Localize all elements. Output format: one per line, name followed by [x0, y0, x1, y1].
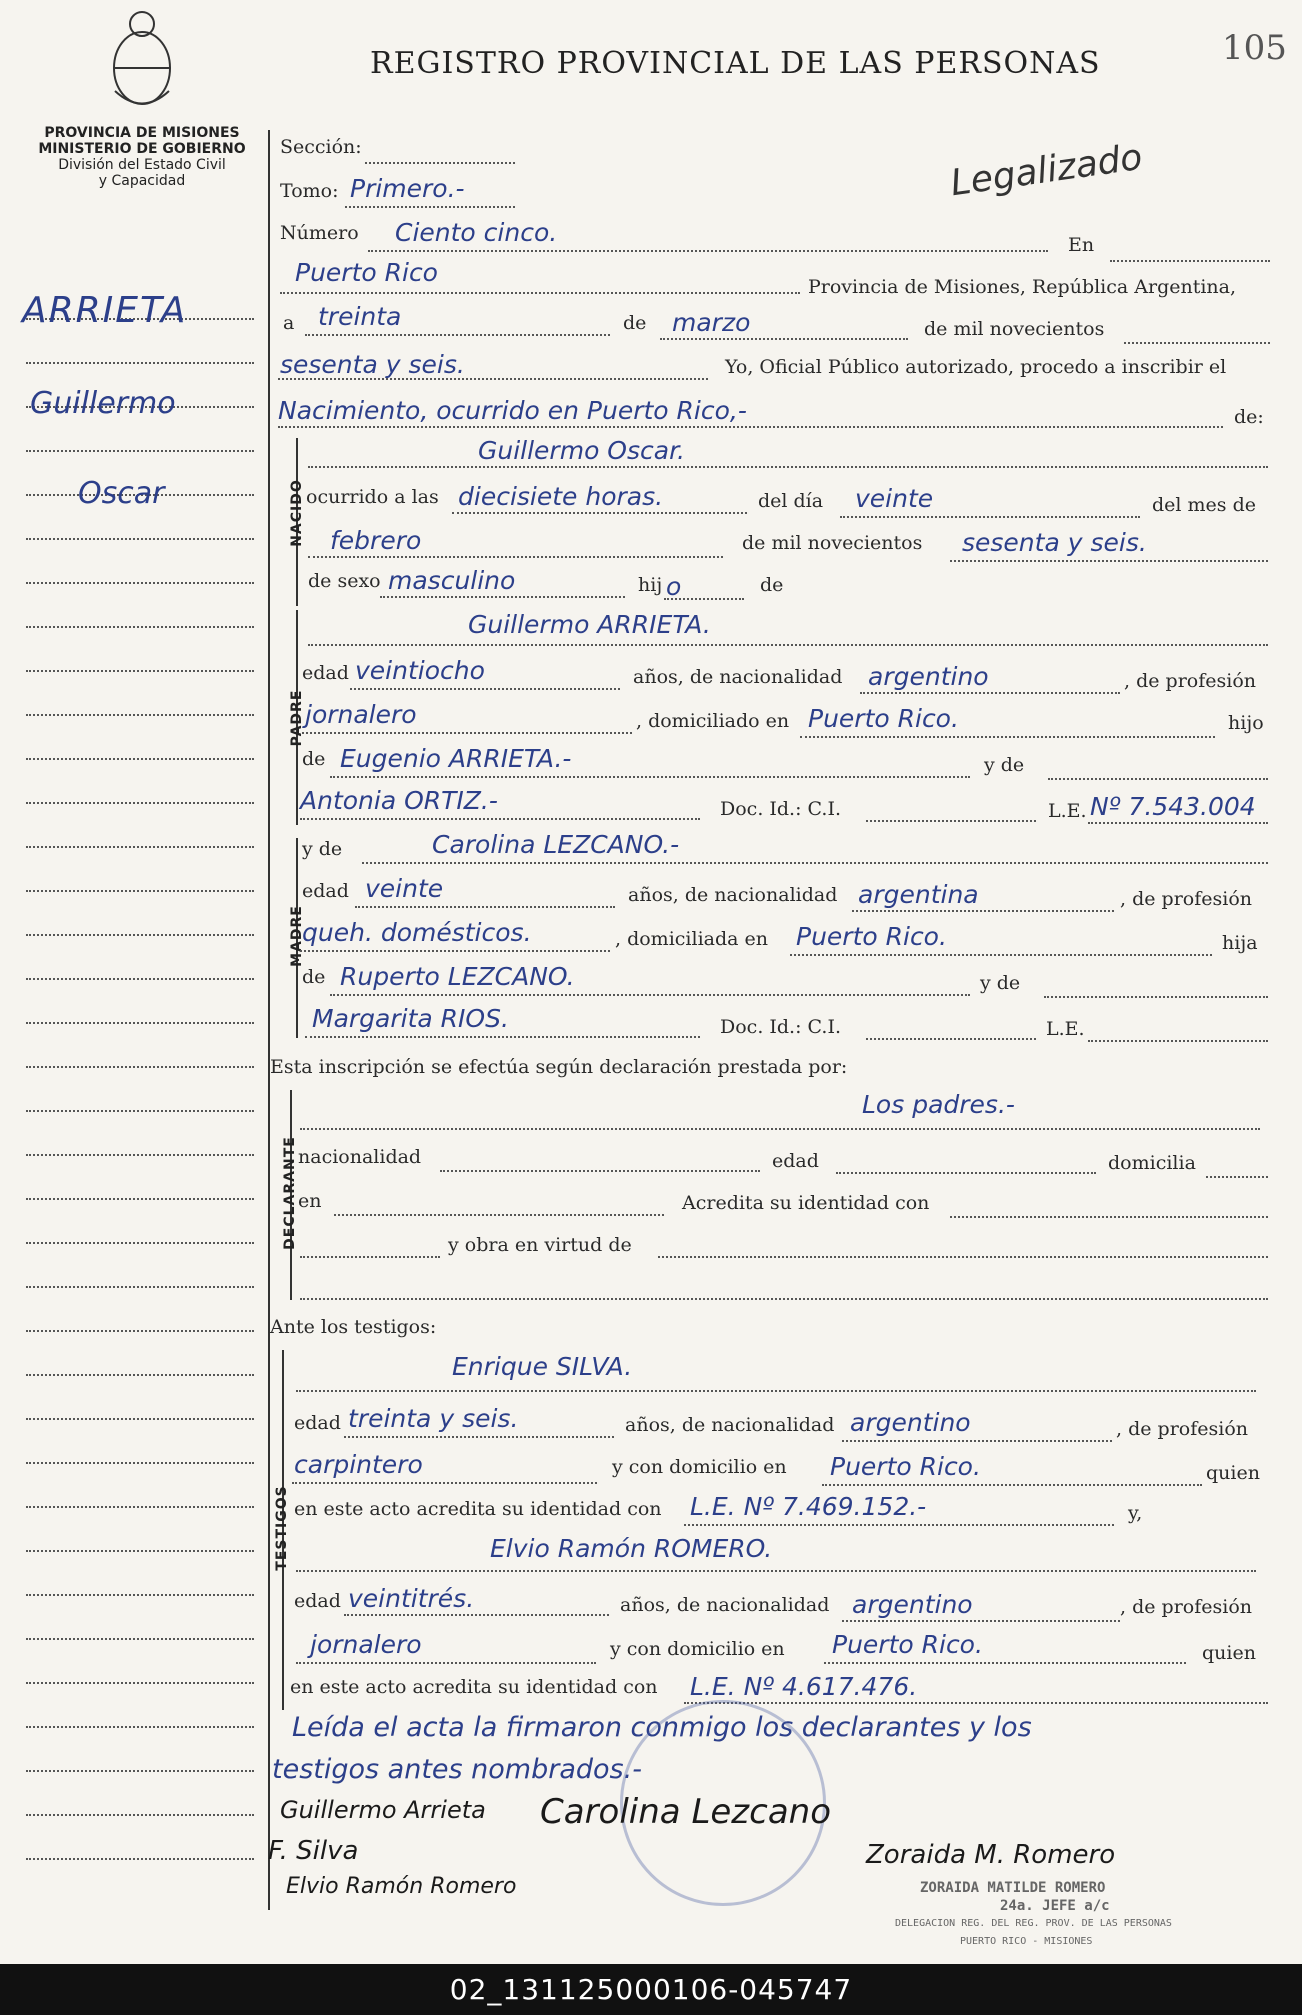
madre-y-de-line	[1044, 996, 1268, 998]
sidebar-line	[26, 802, 254, 804]
sidebar-line	[26, 362, 254, 364]
value-padre-padre: Eugenio ARRIETA.-	[340, 744, 572, 773]
value-padre-nac: argentino	[868, 662, 989, 691]
stamp-officer-name: ZORAIDA MATILDE ROMERO	[920, 1880, 1106, 1896]
label-t2-profesion: , de profesión	[1120, 1596, 1252, 1618]
label-padre-de: de	[302, 748, 326, 770]
de-mil-line	[1124, 342, 1270, 344]
sidebar-line	[26, 450, 254, 452]
sidebar-divider	[268, 130, 270, 1910]
lugar-line	[280, 292, 800, 294]
padre-y-de-line	[1048, 778, 1268, 780]
dia-nac-line	[840, 516, 1140, 518]
label-hij: hij	[638, 574, 663, 596]
label-t1-en-este-acto: en este acto acredita su identidad con	[294, 1498, 662, 1520]
value-testigo2-doc: L.E. Nº 4.617.476.	[690, 1672, 918, 1701]
label-yo-oficial: Yo, Oficial Público autorizado, procedo a inscribir el	[725, 356, 1227, 378]
value-madre-padre: Ruperto LEZCANO.	[340, 962, 575, 991]
file-id: 02_131125000106-045747	[449, 1973, 853, 2006]
signature-father: Guillermo Arrieta	[280, 1796, 486, 1824]
label-de-sexo: de sexo	[308, 570, 381, 592]
sidebar-line	[26, 1726, 254, 1728]
sidebar-line	[26, 1858, 254, 1860]
value-madre-edad: veinte	[365, 874, 444, 903]
decl-acredita-line	[950, 1216, 1268, 1218]
decl-dom-line	[1206, 1176, 1268, 1178]
madre-prof-line	[300, 950, 610, 952]
section-label-declarante: DECLARANTE	[282, 1136, 298, 1250]
top-signature: Legalizado	[948, 136, 1145, 205]
sidebar-line	[26, 1550, 254, 1552]
value-madre-dom: Puerto Rico.	[796, 922, 947, 951]
label-de: de	[623, 312, 647, 334]
label-de-mil-novecientos: de mil novecientos	[924, 318, 1105, 340]
label-domicilia: domicilia	[1108, 1152, 1196, 1174]
t1-prof-line	[292, 1482, 597, 1484]
madre-ci-line	[866, 1038, 1036, 1040]
issuer-province: PROVINCIA DE MISIONES	[44, 125, 240, 141]
value-lugar: Puerto Rico	[295, 258, 438, 287]
label-numero: Número	[280, 222, 359, 244]
padre-le-line	[1088, 822, 1268, 824]
padre-padre-line	[330, 776, 970, 778]
label-en: En	[1068, 234, 1095, 256]
sidebar-line	[26, 978, 254, 980]
value-testigo2-prof: jornalero	[310, 1630, 422, 1659]
hora-line	[452, 512, 747, 514]
signature-mother: Carolina Lezcano	[540, 1792, 832, 1832]
label-t1-domicilio: y con domicilio en	[612, 1456, 787, 1478]
value-testigo1-nac: argentino	[850, 1408, 971, 1437]
value-declarante: Los padres.-	[862, 1090, 1015, 1119]
value-numero: Ciento cinco.	[395, 218, 558, 247]
value-padre-madre: Antonia ORTIZ.-	[300, 786, 498, 815]
nombre-line	[308, 466, 1268, 468]
label-t2-en-este-acto: en este acto acredita su identidad con	[290, 1676, 658, 1698]
closing-line-2: testigos antes nombrados.-	[272, 1754, 642, 1785]
section-label-nacido: NACIDO	[289, 479, 305, 547]
sidebar-line	[26, 1814, 254, 1816]
sidebar-line	[26, 1638, 254, 1640]
sidebar-line	[26, 758, 254, 760]
value-testigo2-nac: argentino	[852, 1590, 973, 1619]
label-del-dia: del día	[758, 490, 824, 512]
page-number: 105	[1222, 28, 1287, 68]
value-dia: treinta	[318, 302, 402, 331]
madre-nombre-line	[362, 862, 1268, 864]
acto-line	[278, 426, 1223, 428]
sidebar-first-name: Guillermo	[30, 386, 176, 421]
sidebar-line	[26, 1198, 254, 1200]
madre-madre-line	[305, 1036, 700, 1038]
declarante-line	[300, 1128, 1260, 1130]
issuer-ministry: MINISTERIO DE GOBIERNO	[38, 141, 246, 157]
label-padre-le: L.E.	[1048, 800, 1087, 822]
sidebar-line	[26, 1594, 254, 1596]
t1-nac-line	[842, 1440, 1112, 1442]
value-madre-nombre: Carolina LEZCANO.-	[432, 830, 680, 859]
t2-doc-line	[684, 1702, 1268, 1704]
padre-prof-line	[302, 732, 632, 734]
value-anio: sesenta y seis.	[280, 350, 465, 379]
tomo-line	[345, 206, 515, 208]
label-y-obra: y obra en virtud de	[448, 1234, 632, 1256]
issuer-block	[22, 125, 262, 189]
sidebar-line	[26, 1462, 254, 1464]
value-hora: diecisiete horas.	[458, 482, 664, 511]
label-seccion: Sección:	[280, 136, 362, 158]
label-del-mes: del mes de	[1152, 494, 1256, 516]
value-mes: marzo	[672, 308, 751, 337]
padre-madre-line	[300, 818, 700, 820]
stamp-office: DELEGACION REG. DEL REG. PROV. DE LAS PERSONAS	[895, 1918, 1172, 1929]
label-madre-profesion: , de profesión	[1120, 888, 1252, 910]
value-tomo: Primero.-	[350, 174, 465, 203]
label-madre-de: de	[302, 966, 326, 988]
coat-of-arms-icon	[105, 6, 180, 116]
testigo2-nombre-line	[296, 1570, 1256, 1572]
madre-le-line	[1088, 1040, 1268, 1042]
sidebar-line	[26, 1154, 254, 1156]
t2-edad-line	[344, 1614, 609, 1616]
value-padre-edad: veintiocho	[355, 656, 485, 685]
label-t2-quien: quien	[1202, 1642, 1256, 1664]
value-padre-nombre: Guillermo ARRIETA.	[468, 610, 711, 639]
label-madre-edad: edad	[302, 880, 349, 902]
sidebar-surname: ARRIETA	[22, 290, 188, 331]
value-testigo1-nombre: Enrique SILVA.	[452, 1352, 633, 1381]
label-ante-testigos: Ante los testigos:	[270, 1316, 437, 1338]
stamp-location: PUERTO RICO - MISIONES	[960, 1936, 1093, 1947]
dia-line	[305, 334, 610, 336]
label-de-colon: de:	[1234, 406, 1264, 428]
sidebar-line	[26, 846, 254, 848]
label-padre-profesion: , de profesión	[1124, 670, 1256, 692]
mes-nac-line	[308, 556, 723, 558]
label-acredita: Acredita su identidad con	[682, 1192, 930, 1214]
section-label-testigos: TESTIGOS	[274, 1485, 290, 1571]
label-a: a	[283, 312, 295, 334]
t1-doc-line	[684, 1524, 1114, 1526]
value-padre-dom: Puerto Rico.	[808, 704, 959, 733]
sidebar-line	[26, 1506, 254, 1508]
sidebar-second-name: Oscar	[78, 476, 165, 511]
value-padre-prof: jornalero	[305, 700, 417, 729]
sidebar-line	[26, 1418, 254, 1420]
value-acto: Nacimiento, ocurrido en Puerto Rico,-	[278, 396, 747, 425]
signature-officer: Zoraida M. Romero	[866, 1840, 1116, 1870]
value-dia-nac: veinte	[855, 484, 934, 513]
madre-dom-line	[790, 954, 1212, 956]
stamp-officer-role: 24a. JEFE a/c	[1000, 1898, 1110, 1914]
label-nacionalidad: nacionalidad	[298, 1146, 422, 1168]
value-testigo2-edad: veintitrés.	[348, 1584, 475, 1613]
sidebar-line	[26, 1022, 254, 1024]
sidebar-line	[26, 1286, 254, 1288]
value-testigo2-nombre: Elvio Ramón ROMERO.	[490, 1534, 773, 1563]
t2-prof-line	[296, 1662, 596, 1664]
numero-line	[368, 250, 1048, 252]
decl-edad-line	[836, 1172, 1096, 1174]
label-padre-doc-id: Doc. Id.: C.I.	[720, 798, 841, 820]
value-madre-madre: Margarita RIOS.	[312, 1004, 509, 1033]
hij-line	[664, 598, 744, 600]
label-padre-y-de: y de	[984, 754, 1025, 776]
sexo-line	[380, 596, 625, 598]
label-t2-edad: edad	[294, 1590, 341, 1612]
decl-nac-line	[440, 1170, 760, 1172]
madre-padre-line	[330, 994, 970, 996]
label-decl-edad: edad	[772, 1150, 819, 1172]
label-t1-edad: edad	[294, 1412, 341, 1434]
signature-witness-2: Elvio Ramón Romero	[286, 1874, 517, 1899]
padre-edad-line	[350, 688, 620, 690]
testigo1-nombre-line	[296, 1390, 1256, 1392]
label-provincia: Provincia de Misiones, República Argentina,	[808, 276, 1237, 298]
label-t1-anos-nac: años, de nacionalidad	[625, 1414, 835, 1436]
label-de-padres: de	[760, 574, 784, 596]
value-testigo1-prof: carpintero	[294, 1450, 423, 1479]
signature-witness-1: F. Silva	[268, 1836, 359, 1866]
anio-nac-line	[950, 560, 1268, 562]
label-t1-quien: quien	[1206, 1462, 1260, 1484]
label-hijo: hijo	[1228, 712, 1264, 734]
decl-obra-line	[658, 1256, 1268, 1258]
value-testigo2-dom: Puerto Rico.	[832, 1630, 983, 1659]
sidebar-line	[26, 582, 254, 584]
label-madre-doc-id: Doc. Id.: C.I.	[720, 1016, 841, 1038]
closing-line-1: Leída el acta la firmaron conmigo los declarantes y los	[292, 1712, 1032, 1743]
t2-nac-line	[842, 1620, 1120, 1622]
sidebar-line	[26, 670, 254, 672]
mes-line	[660, 338, 908, 340]
sidebar-line	[26, 1770, 254, 1772]
file-id-bar	[0, 1964, 1302, 2015]
label-hija: hija	[1222, 932, 1258, 954]
value-testigo1-edad: treinta y seis.	[348, 1404, 519, 1433]
seccion-line	[365, 162, 515, 164]
label-tomo: Tomo:	[280, 180, 339, 202]
sidebar-line	[26, 890, 254, 892]
madre-edad-line	[355, 906, 615, 908]
sidebar-line	[26, 714, 254, 716]
anio-line	[278, 378, 708, 380]
label-t2-anos-nac: años, de nacionalidad	[620, 1594, 830, 1616]
label-padre-anos-nac: años, de nacionalidad	[633, 666, 843, 688]
padre-nombre-line	[308, 644, 1268, 646]
label-madre-le: L.E.	[1046, 1018, 1085, 1040]
document-title: REGISTRO PROVINCIAL DE LAS PERSONAS	[370, 46, 1101, 81]
padre-ci-line	[866, 820, 1036, 822]
value-mes-nac: febrero	[330, 526, 422, 555]
value-madre-nac: argentina	[858, 880, 979, 909]
padre-nac-line	[860, 692, 1120, 694]
label-t1-y: y,	[1128, 1502, 1143, 1524]
label-decl-en: en	[298, 1190, 322, 1212]
value-padre-le: Nº 7.543.004	[1090, 792, 1256, 821]
label-domiciliado: , domiciliado en	[636, 710, 790, 732]
en-line	[1110, 260, 1270, 262]
decl-line-a	[300, 1256, 440, 1258]
value-anio-nac: sesenta y seis.	[962, 528, 1147, 557]
value-testigo1-doc: L.E. Nº 7.469.152.-	[690, 1492, 927, 1521]
issuer-division: División del Estado Civil	[58, 157, 226, 173]
value-madre-prof: queh. domésticos.	[302, 918, 532, 947]
t1-edad-line	[344, 1436, 614, 1438]
padre-dom-line	[800, 736, 1215, 738]
label-t1-profesion: , de profesión	[1116, 1418, 1248, 1440]
label-ocurrido: ocurrido a las	[306, 486, 439, 508]
sidebar-line	[26, 1242, 254, 1244]
sidebar-line	[26, 1374, 254, 1376]
value-nombre-nacido: Guillermo Oscar.	[478, 436, 686, 465]
decl-en-line	[334, 1214, 664, 1216]
decl-line-b	[300, 1298, 1268, 1300]
issuer-capacity: y Capacidad	[98, 173, 186, 189]
t2-dom-line	[824, 1662, 1186, 1664]
label-de-mil-nac: de mil novecientos	[742, 532, 923, 554]
madre-nac-line	[852, 910, 1114, 912]
sidebar-line	[26, 1682, 254, 1684]
section-label-padre: PADRE	[289, 689, 305, 747]
sidebar-line	[26, 538, 254, 540]
t1-dom-line	[822, 1484, 1202, 1486]
value-hij-suffix: o	[666, 572, 682, 601]
sidebar-line	[26, 1110, 254, 1112]
label-padre-edad: edad	[302, 662, 349, 684]
sidebar-line	[26, 934, 254, 936]
value-testigo1-dom: Puerto Rico.	[830, 1452, 981, 1481]
label-t2-domicilio: y con domicilio en	[610, 1638, 785, 1660]
value-sexo: masculino	[388, 566, 516, 595]
sidebar-line	[26, 1066, 254, 1068]
label-madre-anos-nac: años, de nacionalidad	[628, 884, 838, 906]
label-madre-y-de: y de	[302, 838, 343, 860]
label-madre-y-de2: y de	[980, 972, 1021, 994]
label-esta-inscripcion: Esta inscripción se efectúa según declaración prestada por:	[270, 1056, 848, 1078]
label-domiciliada: , domiciliada en	[615, 928, 768, 950]
section-label-madre: MADRE	[289, 905, 305, 967]
sidebar-line	[26, 1330, 254, 1332]
sidebar-line	[26, 626, 254, 628]
